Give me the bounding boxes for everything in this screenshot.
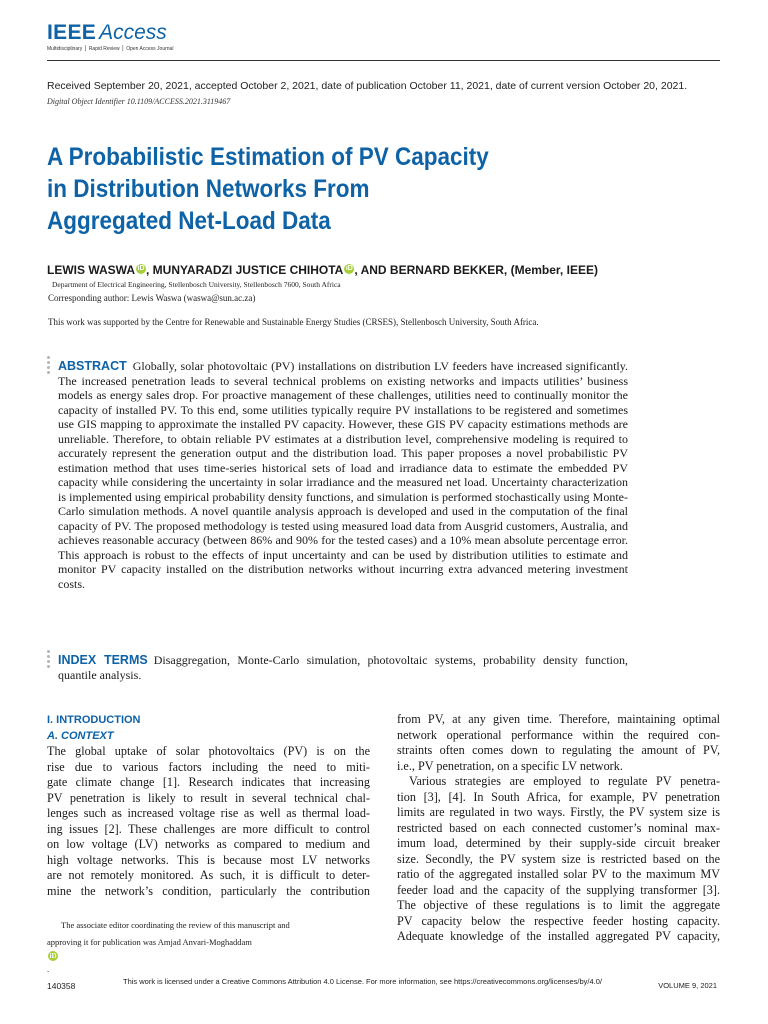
text-line: Various strategies are employed to regulate PV penetra- xyxy=(409,774,720,788)
text-line: tion [3], [4]. In South Africa, for example, PV penetration xyxy=(397,789,720,804)
page-footer xyxy=(47,977,720,997)
doi-line: Digital Object Identifier 10.1109/ACCESS.2021.3119467 xyxy=(47,97,231,106)
text-line: from PV, at any given time. Therefore, maintaining optimal xyxy=(397,712,720,726)
author-name: LEWIS WASWA xyxy=(47,263,135,277)
text-line: network operational performance within the required con- xyxy=(397,727,720,742)
right-column xyxy=(397,712,720,945)
author-name: , AND BERNARD BEKKER, (Member, IEEE) xyxy=(354,263,598,277)
text-line: PV penetration is likely to result in several technical chal- xyxy=(47,790,370,805)
text-line: restricted based on each connected customer’s nominal max- xyxy=(397,820,720,835)
orcid-icon[interactable]: iD xyxy=(49,952,57,960)
orcid-icon[interactable]: iD xyxy=(345,265,353,272)
text-line: i.e., PV penetration, on a specific LV network. xyxy=(397,758,623,773)
brand-ieee: IEEE xyxy=(47,21,97,44)
index-terms-dots-icon xyxy=(47,650,51,670)
abstract-text: Globally, solar photovoltaic (PV) installations on distribution LV feeders have increased significantly. The increased penetration leads to several technical problems on existing networks and impacts utilities’ business models as energy sales drop. For proactive management of these challenges, utilities need to continually monitor the capacity of installed PV. To this end, some utilities typically require PV installations to be registered and sometimes use GIS mapping to approximate the installed PV capacity. However, these GIS PV capacity estimations methods are unreliable. Therefore, to obtain reliable PV estimates at a distribution level, comprehensive modeling is required to accurately represent the generation output and the distribution load. This paper proposes a novel probabilistic PV estimation method that uses time-series historical sets of load and irradiance data to estimate the embedded PV capacity while considering the uncertainty in solar irradiance and the measured net load. Uncertainty characterization is implemented using empirical probability density functions, and simulation is performed stochastically using Monte-Carlo simulation methods. A novel quantile analysis approach is developed and used in the computation of the final capacity of PV. The proposed methodology is tested using measured load data from Ausgrid customers, Australia, and achieves reasonable accuracy (between 86% and 90% for the tested cases) and a 10% mean absolute percentage error. This approach is robust to the effects of input uncertainty and can be used by distribution utilities to estimate and monitor PV capacity installed on the distribution networks without incurring extra advanced metering investment costs. xyxy=(58,359,628,591)
header-divider xyxy=(47,60,720,61)
journal-tagline: Multidisciplinary ⎪ Rapid Review ⎪ Open Access Journal xyxy=(47,46,174,52)
author-name: MUNYARADZI JUSTICE CHIHOTA xyxy=(152,263,344,277)
title-line: Aggregated Net-Load Data xyxy=(47,207,331,235)
intro-paragraph xyxy=(47,744,370,899)
footnote-line: The associate editor coordinating the review of this manuscript and xyxy=(61,920,290,930)
abstract xyxy=(58,359,628,591)
author-list xyxy=(47,263,598,277)
footnote-line xyxy=(47,934,370,978)
text-line: Adequate knowledge of the installed aggregated PV capacity, xyxy=(397,929,720,943)
intro-paragraph-continued xyxy=(397,712,720,945)
text-line: size. Secondly, the PV system size is restricted based on the xyxy=(397,851,720,866)
section-heading: I. INTRODUCTION xyxy=(47,714,141,726)
text-line: The objective of these regulations is to limit the aggregate xyxy=(397,898,720,912)
abstract-dots-icon xyxy=(47,356,51,376)
text-line: lenges such as increased voltage rise as well as thermal load- xyxy=(47,806,370,820)
text-line: feeder load and the capacity of the supplying transformer [3]. xyxy=(397,882,720,897)
orcid-icon[interactable]: iD xyxy=(137,265,145,272)
text-line: ratio of the aggregated installed solar PV to the maximum MV xyxy=(397,867,720,881)
journal-brand xyxy=(47,22,173,44)
text-line: mine the network’s condition, particularly the contribution xyxy=(47,883,370,898)
corresponding-author: Corresponding author: Lewis Waswa (waswa@sun.ac.za) xyxy=(48,293,256,303)
text-line: rise due to various factors including the need to miti- xyxy=(47,759,370,774)
text-line: ing issues [2]. These challenges are more difficult to control xyxy=(47,821,370,836)
left-column xyxy=(47,713,370,899)
text-line: PV capacity below the respective feeder hosting capacity. xyxy=(397,913,720,928)
text-line: are not remotely monitored. As such, it is difficult to deter- xyxy=(47,868,370,882)
funding-note: This work was supported by the Centre for Renewable and Sustainable Energy Studies (CRSES), Stellenbosch University, South Africa. xyxy=(48,317,539,327)
affiliation: Department of Electrical Engineering, Stellenbosch University, Stellenbosch 7600, South Africa xyxy=(52,280,341,289)
title-line: A Probabilistic Estimation of PV Capacity xyxy=(47,143,489,171)
footnote-text: approving it for publication was Amjad Anvari-Moghaddam xyxy=(47,937,252,947)
text-line: gate climate change [1]. Research indicates that increasing xyxy=(47,775,370,789)
title-line: in Distribution Networks From xyxy=(47,175,370,203)
author-separator: , xyxy=(146,263,153,277)
text-line: straints often comes down to regulating the amount of PV, xyxy=(397,743,720,757)
volume-label: VOLUME 9, 2021 xyxy=(658,981,717,990)
text-line: imum load, determined by their supply-side circuit breaker xyxy=(397,836,720,850)
index-terms xyxy=(58,653,628,683)
abstract-label: ABSTRACT xyxy=(58,359,127,373)
text-line: The global uptake of solar photovoltaics (PV) is on the xyxy=(47,744,370,758)
brand-access: Access xyxy=(99,21,167,44)
index-terms-label: INDEX TERMS xyxy=(58,653,148,667)
license-note[interactable]: This work is licensed under a Creative Commons Attribution 4.0 License. For more information, see https://creativecommons.org/licenses/by/4.0/ xyxy=(123,977,602,986)
paper-title xyxy=(47,141,605,237)
subsection-heading: A. CONTEXT xyxy=(47,730,114,742)
text-line: limits are regulated in two ways. Firstly, the PV system size is xyxy=(397,805,720,819)
journal-logo xyxy=(47,22,173,52)
page-number: 140358 xyxy=(47,981,76,991)
text-line: on low voltage (LV) networks as compared to medium and xyxy=(47,837,370,851)
editor-footnote xyxy=(47,917,370,978)
received-dates: Received September 20, 2021, accepted October 2, 2021, date of publication October 11, 2021, date of current version October 20, 2021. xyxy=(47,80,688,92)
text-line: high voltage networks. This is because most LV networks xyxy=(47,852,370,867)
index-terms-text: Disaggregation, Monte-Carlo simulation, photovoltaic systems, probability density function, quantile analysis. xyxy=(58,653,628,682)
footnote-end: . xyxy=(47,964,50,974)
